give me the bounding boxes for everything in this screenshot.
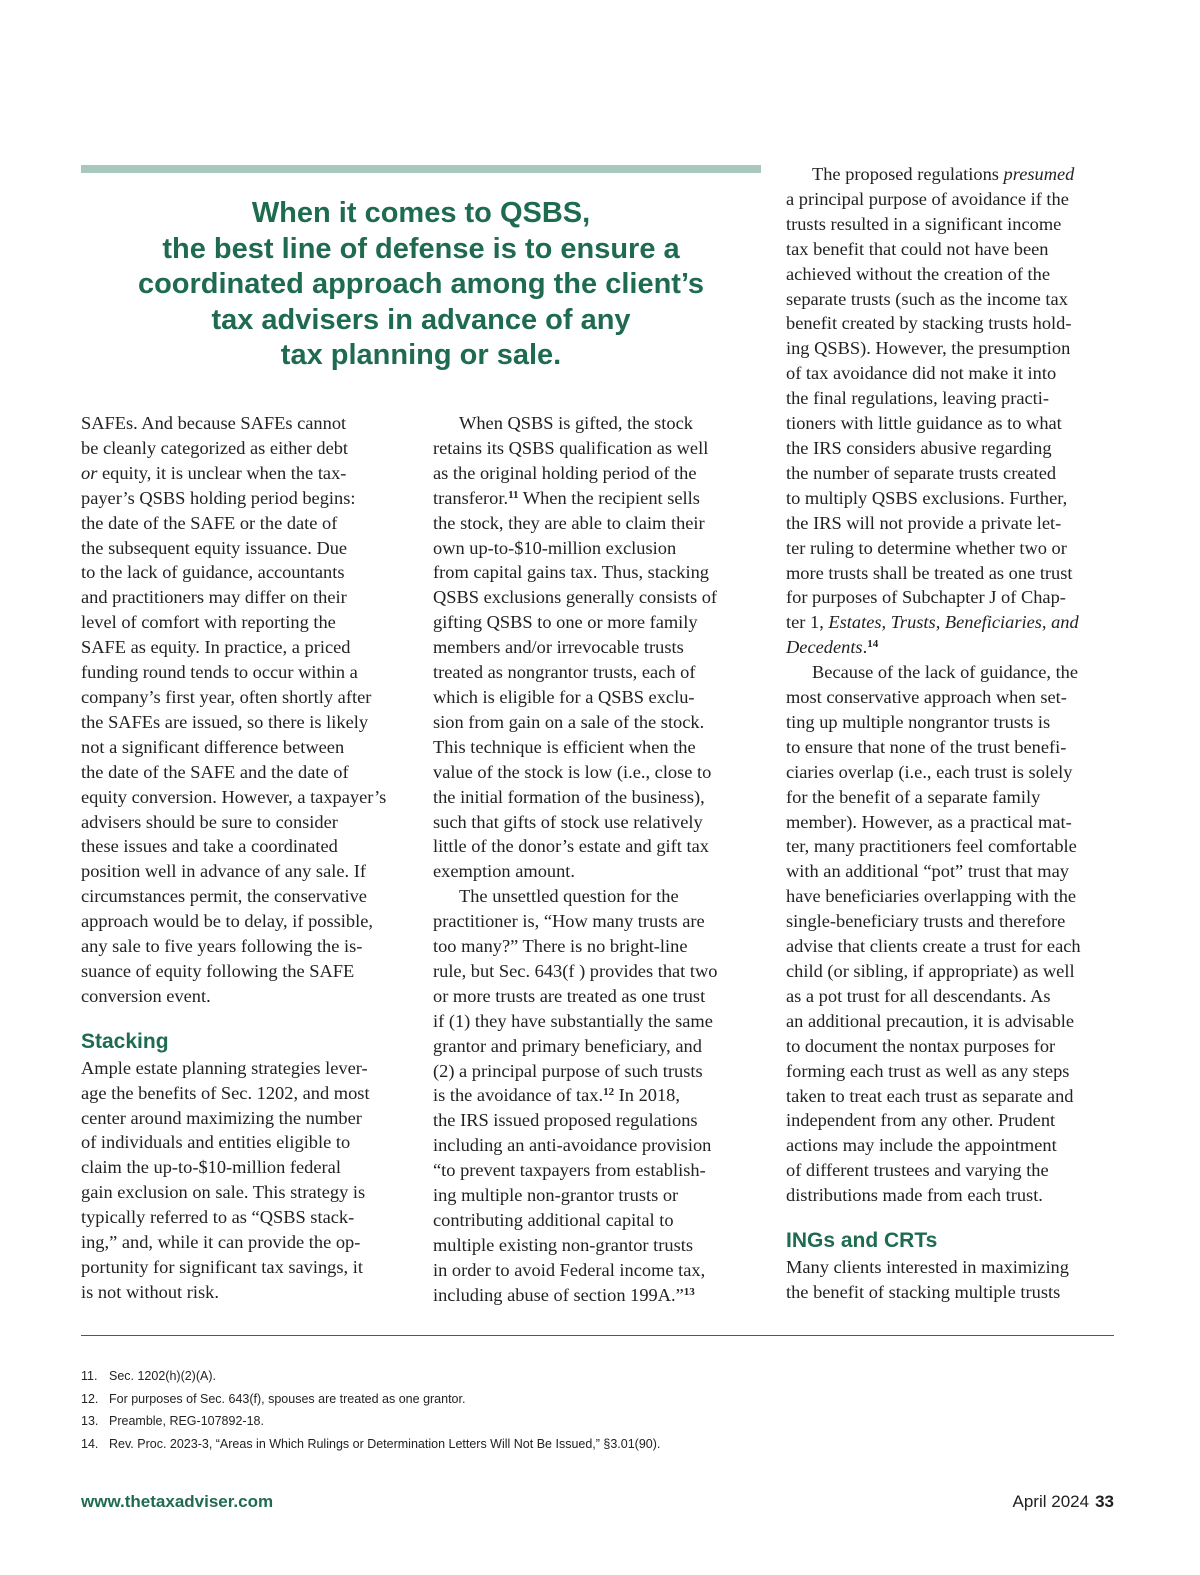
emphasis: presumed: [1003, 164, 1075, 184]
footnote-text: For purposes of Sec. 643(f), spouses are treated as one grantor.: [109, 1391, 466, 1406]
text-line: little of the donor’s estate and gift tax: [433, 836, 709, 857]
paragraph: [786, 660, 1116, 1208]
text-line: The proposed regulations presumed: [812, 164, 1075, 184]
text-line: advise that clients create a trust for each: [786, 936, 1081, 957]
paragraph: [433, 411, 763, 884]
column-1: [81, 411, 411, 1305]
footnote-number: 14.: [81, 1436, 99, 1451]
text-line: exemption amount.: [433, 861, 575, 882]
text-line: the SAFEs are issued, so there is likely: [81, 711, 369, 732]
text-line: equity conversion. However, a taxpayer’s: [81, 786, 387, 807]
footnote-number: 11.: [81, 1369, 98, 1383]
text-line: own up-to-$10-million exclusion: [433, 537, 677, 558]
text-line: The unsettled question for the: [459, 886, 679, 907]
footnote-text: Sec. 1202(h)(2)(A).: [109, 1369, 216, 1383]
text-line: taken to treat each trust as separate and: [786, 1085, 1074, 1106]
emphasis: Decedents: [786, 637, 863, 658]
text-line: tioners with little guidance as to what: [786, 413, 1062, 434]
text-line: if (1) they have substantially the same: [433, 1010, 713, 1031]
text-line: actions may include the appointment: [786, 1135, 1057, 1156]
footnote: [81, 1388, 1114, 1411]
pull-quote-line: When it comes to QSBS,: [251, 197, 591, 229]
footnote-ref: 14: [867, 638, 879, 651]
text-line: tax benefit that could not have been: [786, 238, 1049, 259]
paragraph: [81, 411, 411, 1009]
text-line: of tax avoidance did not make it into: [786, 363, 1057, 384]
text-line: Many clients interested in maximizing: [786, 1257, 1069, 1278]
text-line: ing multiple non-grantor trusts or: [433, 1185, 679, 1206]
text-line: position well in advance of any sale. If: [81, 861, 366, 882]
text-line: sion from gain on a sale of the stock.: [433, 711, 705, 732]
text-line: gifting QSBS to one or more family: [433, 612, 698, 633]
text-line: rule, but Sec. 643(f ) provides that two: [433, 960, 718, 981]
text-line: gain exclusion on sale. This strategy is: [81, 1182, 366, 1203]
text-line: funding round tends to occur within a: [81, 662, 358, 683]
text-line: for the benefit of a separate family: [786, 786, 1041, 807]
text-line: or equity, it is unclear when the tax-: [81, 462, 347, 483]
issue-date: April 2024: [1012, 1492, 1090, 1511]
footnote-text: Preamble, REG-107892-18.: [109, 1414, 264, 1428]
text-line: the final regulations, leaving practi-: [786, 388, 1049, 409]
text-line: including an anti-avoidance provision: [433, 1135, 712, 1156]
text-line: multiple existing non-grantor trusts: [433, 1234, 693, 1255]
text-line: be cleanly categorized as either debt: [81, 437, 349, 458]
text-line: ter ruling to determine whether two or: [786, 537, 1067, 558]
text-line: trusts resulted in a significant income: [786, 213, 1062, 234]
text-line: transferor.$^{11}$ When the recipient sells: [433, 487, 700, 508]
column-3: [786, 162, 1116, 1305]
footnote-divider: [81, 1335, 1114, 1336]
text-line: Ample estate planning strategies lever-: [81, 1057, 368, 1078]
text-line: a principal purpose of avoidance if the: [786, 188, 1069, 209]
text-line: these issues and take a coordinated: [81, 836, 338, 857]
text-line: have beneficiaries overlapping with the: [786, 886, 1077, 907]
text-line: This technique is efficient when the: [433, 736, 696, 757]
text-line: which is eligible for a QSBS exclu-: [433, 686, 695, 707]
text-line: suance of equity following the SAFE: [81, 960, 355, 981]
text-line: “to prevent taxpayers from establish-: [433, 1160, 706, 1181]
text-line: separate trusts (such as the income tax: [786, 288, 1068, 309]
footnote-ref: 11: [508, 488, 519, 501]
text-line: the IRS considers abusive regarding: [786, 437, 1052, 458]
text-line: member). However, as a practical mat-: [786, 811, 1072, 832]
text-line: approach would be to delay, if possible,: [81, 911, 373, 932]
footnote: [81, 1433, 1114, 1456]
text-line: circumstances permit, the conservative: [81, 886, 367, 907]
text-line: conversion event.: [81, 985, 211, 1006]
pull-quote-line: tax planning or sale.: [280, 339, 562, 371]
pull-quote-line: coordinated approach among the client’s: [137, 268, 705, 300]
top-accent-rule: [81, 165, 761, 173]
text-line: the benefit of stacking multiple trusts: [786, 1281, 1061, 1302]
text-line: to document the nontax purposes for: [786, 1035, 1056, 1056]
footnote-ref: 12: [603, 1086, 615, 1099]
footer-website-link[interactable]: www.thetaxadviser.com: [81, 1492, 274, 1511]
text-line: the initial formation of the business),: [433, 786, 705, 807]
text-line: the IRS issued proposed regulations: [433, 1110, 698, 1131]
text-line: the date of the SAFE and the date of: [81, 761, 349, 782]
footnote-number: 12.: [81, 1391, 99, 1406]
text-line: members and/or irrevocable trusts: [433, 637, 684, 658]
text-line: SAFEs. And because SAFEs cannot: [81, 413, 347, 433]
text-line: any sale to five years following the is-: [81, 936, 363, 957]
text-line: in order to avoid Federal income tax,: [433, 1259, 706, 1280]
text-line: ing,” and, while it can provide the op-: [81, 1232, 361, 1253]
column-2: [433, 411, 763, 1308]
text-line: as the original holding period of the: [433, 462, 697, 483]
text-line: the number of separate trusts created: [786, 462, 1057, 483]
text-line: achieved without the creation of the: [786, 263, 1051, 284]
text-line: from capital gains tax. Thus, stacking: [433, 562, 709, 583]
text-line: value of the stock is low (i.e., close to: [433, 761, 712, 782]
text-line: the stock, they are able to claim their: [433, 512, 705, 533]
text-line: of different trustees and varying the: [786, 1160, 1049, 1181]
text-line: benefit created by stacking trusts hold-: [786, 313, 1072, 334]
text-line: ting up multiple nongrantor trusts is: [786, 711, 1051, 732]
text-line: ter 1, Estates, Trusts, Beneficiaries, and: [786, 612, 1079, 633]
text-line: is not without risk.: [81, 1281, 219, 1302]
text-line: of individuals and entities eligible to: [81, 1132, 351, 1153]
text-line: (2) a principal purpose of such trusts: [433, 1060, 703, 1081]
text-line: portunity for significant tax savings, it: [81, 1257, 363, 1277]
footnotes: [81, 1365, 1114, 1455]
text-line: When QSBS is gifted, the stock: [459, 413, 693, 433]
text-line: grantor and primary beneficiary, and: [433, 1035, 702, 1056]
text-line: company’s first year, often shortly after: [81, 686, 372, 707]
paragraph: [786, 162, 1116, 660]
text-line: typically referred to as “QSBS stack-: [81, 1207, 355, 1228]
pull-quote: [81, 196, 761, 374]
pull-quote-line: the best line of defense is to ensure a: [162, 232, 680, 265]
text-line: practitioner is, “How many trusts are: [433, 911, 705, 932]
text-line: retains its QSBS qualification as well: [433, 437, 709, 458]
text-line: to the lack of guidance, accountants: [81, 562, 345, 583]
page-number: 33: [1095, 1492, 1114, 1511]
text-line: SAFE as equity. In practice, a priced: [81, 637, 351, 658]
text-line: and practitioners may differ on their: [81, 587, 347, 608]
pull-quote-line: tax advisers in advance of any: [211, 303, 631, 336]
text-line: including abuse of section 199A.”$^{13}$: [433, 1284, 695, 1305]
text-line: Because of the lack of guidance, the: [812, 662, 1079, 683]
text-line: Decedents.$^{14}$: [786, 637, 879, 658]
text-line: with an additional “pot” trust that may: [786, 861, 1069, 882]
paragraph: [81, 1056, 411, 1305]
text-line: child (or sibling, if appropriate) as well: [786, 961, 1075, 981]
paragraph: [433, 884, 763, 1307]
text-line: level of comfort with reporting the: [81, 612, 336, 633]
text-line: such that gifts of stock use relatively: [433, 811, 703, 832]
section-heading-ings-crts: INGs and CRTs: [786, 1229, 938, 1253]
text-line: advisers should be sure to consider: [81, 811, 338, 832]
text-line: claim the up-to-$10-million federal: [81, 1157, 341, 1178]
text-line: the IRS will not provide a private let-: [786, 512, 1062, 533]
text-line: independent from any other. Prudent: [786, 1110, 1056, 1131]
paragraph: [786, 1255, 1116, 1305]
text-line: as a pot trust for all descendants. As: [786, 985, 1051, 1006]
text-line: center around maximizing the number: [81, 1107, 362, 1128]
emphasis: Estates, Trusts, Beneficiaries, and: [828, 612, 1079, 633]
footnote: [81, 1410, 1114, 1433]
text-line: payer’s QSBS holding period begins:: [81, 487, 356, 508]
emphasis: or: [81, 462, 98, 483]
text-line: single-beneficiary trusts and therefore: [786, 911, 1066, 932]
text-line: or more trusts are treated as one trust: [433, 985, 706, 1006]
text-line: most conservative approach when set-: [786, 687, 1067, 708]
text-line: is the avoidance of tax.$^{12}$ In 2018,: [433, 1085, 680, 1106]
text-line: QSBS exclusions generally consists of: [433, 587, 718, 608]
text-line: for purposes of Subchapter J of Chap-: [786, 587, 1066, 608]
text-line: age the benefits of Sec. 1202, and most: [81, 1082, 370, 1103]
section-heading-stacking: Stacking: [81, 1029, 169, 1053]
footnote-ref: 13: [683, 1285, 695, 1298]
footer-issue-info: [1013, 1492, 1114, 1512]
text-line: ing QSBS). However, the presumption: [786, 338, 1071, 359]
text-line: to multiply QSBS exclusions. Further,: [786, 487, 1068, 508]
text-line: not a significant difference between: [81, 736, 345, 757]
text-line: an additional precaution, it is advisable: [786, 1010, 1075, 1031]
text-line: the subsequent equity issuance. Due: [81, 537, 348, 558]
text-line: forming each trust as well as any steps: [786, 1060, 1070, 1081]
text-line: distributions made from each trust.: [786, 1185, 1043, 1206]
text-line: ciaries overlap (i.e., each trust is solely: [786, 761, 1073, 782]
text-line: ter, many practitioners feel comfortable: [786, 836, 1077, 857]
footnote-number: 13.: [81, 1414, 99, 1428]
text-line: the date of the SAFE or the date of: [81, 512, 338, 533]
footnote-text: Rev. Proc. 2023-3, “Areas in Which Rulings or Determination Letters Will Not Be Issued,” §3.01(90).: [109, 1436, 661, 1451]
text-line: contributing additional capital to: [433, 1210, 674, 1230]
text-line: treated as nongrantor trusts, each of: [433, 662, 696, 683]
text-line: too many?” There is no bright-line: [433, 936, 688, 957]
footnote: [81, 1365, 1114, 1388]
text-line: more trusts shall be treated as one trust: [786, 562, 1073, 583]
text-line: to ensure that none of the trust benefi-: [786, 736, 1067, 757]
